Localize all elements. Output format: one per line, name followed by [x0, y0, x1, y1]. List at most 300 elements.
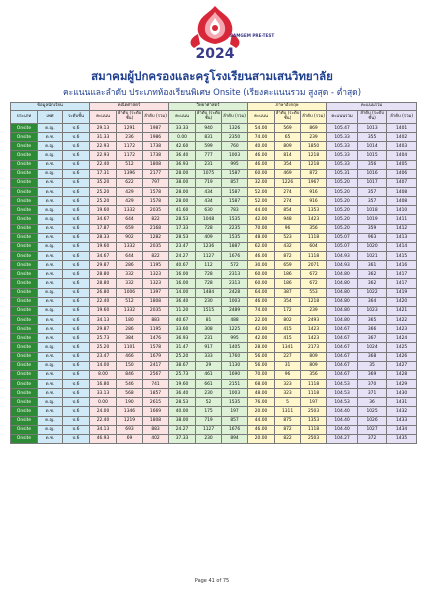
table-cell: Onsite	[11, 124, 38, 133]
table-cell: 512	[117, 297, 143, 306]
table-cell: 34.67	[90, 251, 117, 260]
table-cell: 29.87	[90, 325, 117, 334]
table-cell: 68.00	[248, 379, 275, 388]
table-cell: 1127	[196, 425, 222, 434]
table-cell: 24.00	[90, 407, 117, 416]
table-cell: 995	[222, 160, 248, 169]
table-cell: ป.6	[63, 160, 90, 169]
table-cell: 36	[358, 398, 387, 407]
table-cell: ป.6	[63, 242, 90, 251]
table-cell: 197	[222, 407, 248, 416]
table-cell: 28.00	[169, 169, 196, 178]
table-cell: 1405	[387, 160, 417, 169]
table-cell: 1738	[143, 142, 169, 151]
table-cell: 1967	[301, 178, 327, 187]
table-cell: 917	[196, 343, 222, 352]
table-cell: 1416	[387, 261, 417, 270]
table-row	[11, 142, 417, 151]
table-cell: 30.00	[248, 261, 275, 270]
table-cell: 1433	[387, 416, 417, 425]
table-cell: 1014	[358, 142, 387, 151]
table-cell: 1738	[143, 151, 169, 160]
table-cell: 384	[117, 334, 143, 343]
table-cell: 23.47	[90, 352, 117, 361]
table-cell: ด.ช.	[38, 133, 63, 142]
table-cell: 150	[117, 361, 143, 370]
table-cell: 41.60	[169, 206, 196, 215]
table-cell: Onsite	[11, 297, 38, 306]
table-cell: 402	[143, 434, 169, 443]
table-cell: ป.6	[63, 306, 90, 315]
table-body	[11, 124, 417, 444]
table-cell: 32.00	[248, 178, 275, 187]
table-row	[11, 169, 417, 178]
table-cell: 831	[196, 133, 222, 142]
table-cell: 1808	[143, 297, 169, 306]
table-cell: ด.ช.	[38, 389, 63, 398]
table-cell: ด.ช.	[38, 407, 63, 416]
table-cell: 16.80	[90, 379, 117, 388]
table-cell: 1535	[222, 215, 248, 224]
table-cell: 1476	[143, 334, 169, 343]
table-cell: 197	[301, 398, 327, 407]
table-cell: 48.00	[248, 233, 275, 242]
col-eng-score: คะแนน	[248, 111, 275, 124]
table-cell: ด.ช.	[38, 334, 63, 343]
table-cell: 26.80	[90, 288, 117, 297]
table-cell: ด.ช.	[38, 261, 63, 270]
table-cell: 1430	[387, 389, 417, 398]
table-cell: 1118	[301, 379, 327, 388]
table-cell: 105.07	[327, 233, 358, 242]
table-cell: 105.33	[327, 160, 358, 169]
table-cell: 1760	[222, 352, 248, 361]
table-cell: 19.60	[90, 242, 117, 251]
table-cell: 1282	[143, 233, 169, 242]
table-cell: 35	[358, 361, 387, 370]
page-title: สมาคมผู้ปกครองและครูโรงเรียนสามเสนวิทยาลัย	[91, 69, 333, 83]
table-cell: 28.00	[248, 343, 275, 352]
table-cell: Onsite	[11, 425, 38, 434]
table-cell: 56.00	[248, 361, 275, 370]
table-cell: 34.13	[90, 425, 117, 434]
table-cell: 105.20	[327, 224, 358, 233]
table-cell: 902	[117, 233, 143, 242]
table-cell: 38.00	[169, 178, 196, 187]
table-row	[11, 242, 417, 251]
table-cell: 105.47	[327, 124, 358, 133]
table-cell: 104.53	[327, 389, 358, 398]
table-cell: 29.13	[90, 124, 117, 133]
table-cell: 333	[196, 352, 222, 361]
table-cell: 1587	[222, 187, 248, 196]
table-cell: 40.00	[169, 407, 196, 416]
table-cell: ป.6	[63, 288, 90, 297]
table-cell: 1219	[117, 416, 143, 425]
table-cell: ป.6	[63, 206, 90, 215]
table-cell: 42.60	[169, 142, 196, 151]
table-cell: 728	[196, 224, 222, 233]
table-cell: 1676	[222, 251, 248, 260]
col-total-rank-level: ลำดับ (ระดับชั้น)	[358, 111, 387, 124]
table-cell: 236	[117, 133, 143, 142]
table-cell: 387	[275, 288, 301, 297]
table-cell: 1423	[301, 215, 327, 224]
table-cell: Onsite	[11, 288, 38, 297]
table-cell: 461	[196, 370, 222, 379]
table-cell: 1024	[358, 343, 387, 352]
table-cell: 432	[275, 242, 301, 251]
table-cell: 1427	[387, 361, 417, 370]
table-cell: 22.93	[90, 142, 117, 151]
table-cell: ด.ช.	[38, 187, 63, 196]
table-cell: 274	[275, 197, 301, 206]
table-cell: 2168	[143, 224, 169, 233]
table-cell: 1075	[196, 169, 222, 178]
table-cell: 1410	[387, 206, 417, 215]
table-cell: Onsite	[11, 306, 38, 315]
table-cell: ป.6	[63, 398, 90, 407]
table-cell: 74.00	[248, 133, 275, 142]
table-cell: 809	[275, 142, 301, 151]
table-cell: 1417	[387, 270, 417, 279]
table-cell: Onsite	[11, 361, 38, 370]
table-cell: 28.00	[169, 197, 196, 206]
table-cell: 52.00	[248, 187, 275, 196]
table-row	[11, 306, 417, 315]
table-cell: 2071	[301, 261, 327, 270]
table-cell: Onsite	[11, 242, 38, 251]
table-row	[11, 370, 417, 379]
table-row	[11, 352, 417, 361]
table-row	[11, 178, 417, 187]
table-cell: ป.6	[63, 233, 90, 242]
table-cell: 46.93	[90, 434, 117, 443]
table-cell: 1408	[387, 187, 417, 196]
table-cell: 104.80	[327, 279, 358, 288]
table-cell: 104.40	[327, 416, 358, 425]
table-cell: 230	[196, 434, 222, 443]
table-cell: 1423	[301, 325, 327, 334]
table-cell: 2567	[143, 370, 169, 379]
table-cell: 1413	[387, 233, 417, 242]
table-cell: 916	[301, 197, 327, 206]
table-cell: 1323	[143, 279, 169, 288]
table-cell: 1423	[301, 334, 327, 343]
table-cell: 875	[275, 416, 301, 425]
table-row	[11, 270, 417, 279]
table-cell: 872	[301, 169, 327, 178]
table-cell: 104.93	[327, 251, 358, 260]
table-cell: 46.00	[248, 425, 275, 434]
table-cell: 2151	[222, 379, 248, 388]
table-cell: ป.6	[63, 151, 90, 160]
table-cell: ป.6	[63, 169, 90, 178]
table-cell: 1426	[387, 352, 417, 361]
table-cell: ด.ญ.	[38, 306, 63, 315]
table-cell: 1353	[301, 416, 327, 425]
table-cell: 22.40	[90, 297, 117, 306]
table-cell: 1332	[117, 306, 143, 315]
table-cell: 1587	[222, 197, 248, 206]
table-cell: ด.ช.	[38, 379, 63, 388]
table-cell: 1428	[387, 370, 417, 379]
table-cell: 52.00	[248, 197, 275, 206]
table-cell: 1020	[358, 242, 387, 251]
table-cell: 568	[117, 389, 143, 398]
table-cell: 20.00	[248, 434, 275, 443]
table-cell: 104.80	[327, 306, 358, 315]
table-cell: 230	[196, 389, 222, 398]
table-cell: ด.ช.	[38, 370, 63, 379]
table-row	[11, 416, 417, 425]
col-total-rank-all: ลำดับ (รวม)	[387, 111, 417, 124]
table-cell: 1118	[301, 425, 327, 434]
col-total-score: คะแนนรวม	[327, 111, 358, 124]
logo-subtitle: SAMGEM PRE-TEST	[230, 33, 275, 38]
table-cell: 104.53	[327, 379, 358, 388]
table-row	[11, 361, 417, 370]
table-cell: 1987	[143, 124, 169, 133]
table-cell: 35.20	[90, 178, 117, 187]
table-cell: ด.ญ.	[38, 124, 63, 133]
table-cell: 359	[358, 224, 387, 233]
table-cell: 19.60	[90, 206, 117, 215]
table-cell: 180	[117, 315, 143, 324]
table-cell: 368	[358, 352, 387, 361]
table-cell: 357	[358, 187, 387, 196]
header-science: วิทยาศาสตร์	[169, 103, 248, 111]
table-cell: ป.6	[63, 434, 90, 443]
table-cell: 783	[222, 206, 248, 215]
table-cell: 822	[143, 215, 169, 224]
table-row	[11, 389, 417, 398]
table-cell: 1414	[387, 242, 417, 251]
table-cell: 1432	[387, 407, 417, 416]
table-cell: 1411	[387, 215, 417, 224]
table-cell: 369	[358, 370, 387, 379]
table-cell: ป.6	[63, 142, 90, 151]
table-cell: 104.80	[327, 297, 358, 306]
table-cell: 1423	[387, 325, 417, 334]
table-cell: 814	[275, 151, 301, 160]
table-cell: 728	[196, 270, 222, 279]
table-cell: 1226	[275, 178, 301, 187]
table-cell: Onsite	[11, 279, 38, 288]
table-cell: 17.31	[90, 169, 117, 178]
table-cell: 44.00	[248, 416, 275, 425]
table-cell: ป.6	[63, 178, 90, 187]
table-cell: 719	[196, 416, 222, 425]
table-cell: 1425	[387, 343, 417, 352]
logo-year: 2024	[195, 46, 235, 62]
table-cell: 105.33	[327, 133, 358, 142]
table-cell: 644	[117, 251, 143, 260]
table-cell: 1118	[301, 389, 327, 398]
table-cell: 105.33	[327, 142, 358, 151]
table-cell: 190	[117, 398, 143, 407]
table-cell: ป.6	[63, 187, 90, 196]
table-cell: Onsite	[11, 160, 38, 169]
table-cell: 1172	[117, 142, 143, 151]
col-math-rank-level: ลำดับ (ระดับชั้น)	[117, 111, 143, 124]
table-cell: 33.33	[169, 124, 196, 133]
table-cell: ด.ญ.	[38, 425, 63, 434]
table-cell: 1118	[301, 233, 327, 242]
table-cell: 239	[301, 306, 327, 315]
table-cell: 354	[275, 297, 301, 306]
table-cell: 2035	[143, 206, 169, 215]
table-row	[11, 251, 417, 260]
table-cell: ป.6	[63, 251, 90, 260]
table-cell: Onsite	[11, 251, 38, 260]
table-cell: 553	[301, 288, 327, 297]
table-cell: ด.ญ.	[38, 151, 63, 160]
table-cell: 415	[275, 325, 301, 334]
table-cell: 1218	[301, 297, 327, 306]
table-cell: 1403	[387, 142, 417, 151]
table-row	[11, 325, 417, 334]
table-cell: Onsite	[11, 142, 38, 151]
table-cell: ด.ช.	[38, 297, 63, 306]
table-cell: 40.67	[169, 261, 196, 270]
table-cell: 1048	[196, 215, 222, 224]
table-cell: 869	[301, 124, 327, 133]
table-cell: 231	[196, 160, 222, 169]
table-cell: 434	[196, 197, 222, 206]
table-row	[11, 206, 417, 215]
table-cell: 28.80	[90, 270, 117, 279]
table-row	[11, 343, 417, 352]
table-cell: ด.ช.	[38, 434, 63, 443]
table-cell: 25.73	[90, 334, 117, 343]
table-cell: 31.47	[169, 343, 196, 352]
table-cell: 1406	[387, 169, 417, 178]
table-cell: 1195	[143, 261, 169, 270]
table-cell: 354	[275, 160, 301, 169]
table-cell: 415	[275, 334, 301, 343]
table-cell: 23.47	[169, 242, 196, 251]
table-cell: 434	[196, 187, 222, 196]
table-cell: 31.33	[90, 133, 117, 142]
table-cell: 104.80	[327, 315, 358, 324]
col-eng-rank-level: ลำดับ (ระดับชั้น)	[275, 111, 301, 124]
table-cell: 104.67	[327, 370, 358, 379]
col-grade: ระดับชั้น	[63, 111, 90, 124]
table-cell: 1026	[358, 416, 387, 425]
table-cell: 512	[117, 160, 143, 169]
table-cell: 370	[358, 379, 387, 388]
table-cell: 44.00	[248, 206, 275, 215]
table-cell: 34.13	[90, 315, 117, 324]
table-cell: 5	[275, 398, 301, 407]
table-cell: 24.27	[169, 251, 196, 260]
table-cell: 46.00	[248, 151, 275, 160]
table-cell: 308	[196, 325, 222, 334]
table-cell: 1578	[143, 343, 169, 352]
table-cell: 56.00	[248, 352, 275, 361]
table-cell: 105.20	[327, 197, 358, 206]
table-cell: 227	[275, 352, 301, 361]
table-cell: 356	[358, 160, 387, 169]
table-cell: 1420	[387, 297, 417, 306]
table-cell: 104.27	[327, 434, 358, 443]
table-cell: 323	[275, 379, 301, 388]
table-cell: 104.80	[327, 288, 358, 297]
table-cell: 365	[358, 315, 387, 324]
table-cell: 1027	[358, 425, 387, 434]
table-cell: 1025	[358, 407, 387, 416]
table-cell: 1130	[222, 361, 248, 370]
table-row	[11, 288, 417, 297]
table-cell: 60.00	[248, 270, 275, 279]
table-cell: 175	[196, 407, 222, 416]
table-cell: 466	[117, 352, 143, 361]
table-cell: 1424	[387, 334, 417, 343]
table-cell: 802	[275, 315, 301, 324]
table-cell: 46.00	[248, 160, 275, 169]
table-cell: Onsite	[11, 224, 38, 233]
table-cell: 231	[196, 334, 222, 343]
table-row	[11, 124, 417, 133]
table-cell: 355	[358, 133, 387, 142]
table-cell: 1421	[387, 306, 417, 315]
table-cell: 19.60	[90, 306, 117, 315]
table-cell: 2493	[301, 315, 327, 324]
table-cell: 356	[301, 224, 327, 233]
table-cell: 25.20	[169, 352, 196, 361]
table-cell: 1353	[301, 206, 327, 215]
table-cell: 105.20	[327, 215, 358, 224]
table-row	[11, 334, 417, 343]
table-cell: 25.20	[90, 197, 117, 206]
table-cell: 14.00	[90, 361, 117, 370]
table-cell: 364	[358, 297, 387, 306]
table-cell: Onsite	[11, 334, 38, 343]
table-cell: Onsite	[11, 261, 38, 270]
table-cell: 96	[275, 370, 301, 379]
table-cell: Onsite	[11, 206, 38, 215]
table-cell: 1401	[387, 124, 417, 133]
table-cell: ป.6	[63, 343, 90, 352]
header-total: คะแนนรวม	[327, 103, 417, 111]
table-cell: ป.6	[63, 389, 90, 398]
table-cell: ป.6	[63, 379, 90, 388]
table-cell: 1887	[222, 242, 248, 251]
table-cell: 1417	[387, 279, 417, 288]
table-cell: 1311	[275, 407, 301, 416]
table-cell: 2350	[222, 133, 248, 142]
table-cell: ป.6	[63, 425, 90, 434]
table-cell: 672	[301, 270, 327, 279]
table-cell: 60.00	[248, 169, 275, 178]
table-cell: 1408	[387, 197, 417, 206]
table-cell: 104.67	[327, 343, 358, 352]
table-cell: 34.67	[90, 215, 117, 224]
table-cell: 1323	[143, 270, 169, 279]
table-cell: 857	[222, 416, 248, 425]
table-cell: 1431	[387, 398, 417, 407]
table-cell: 65	[275, 133, 301, 142]
table-cell: 2489	[222, 306, 248, 315]
table-cell: ด.ช.	[38, 279, 63, 288]
table-cell: ด.ญ.	[38, 206, 63, 215]
table-cell: 362	[358, 279, 387, 288]
table-cell: 1017	[358, 178, 387, 187]
table-cell: 622	[117, 178, 143, 187]
table-cell: ป.6	[63, 370, 90, 379]
table-cell: 22.40	[90, 160, 117, 169]
